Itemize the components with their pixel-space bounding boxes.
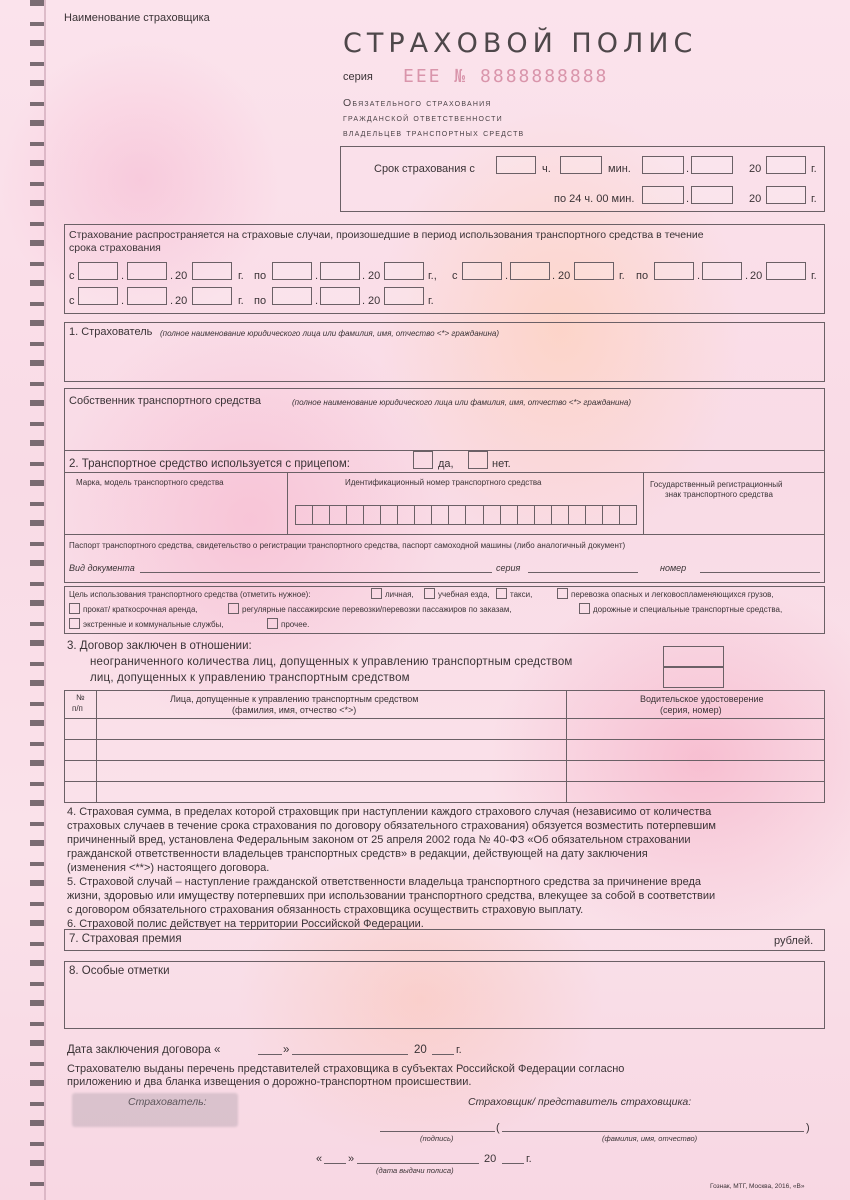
doc-number-label: номер	[660, 563, 687, 573]
clause-5-line-2: жизни, здоровью или имуществу потерпевших при использовании транспортного средства, влекущее за собой в соответствии	[67, 890, 716, 902]
purpose-other-checkbox[interactable]	[267, 618, 278, 629]
quote-close: »	[283, 1044, 290, 1056]
purpose-emergency-label: экстренные и коммунальные службы,	[83, 620, 224, 629]
doc-type-label: Вид документа	[69, 563, 135, 573]
end-year-field[interactable]	[766, 186, 806, 204]
series-label: серия	[343, 71, 373, 83]
passport-label: Паспорт транспортного средства, свидетельство о регистрации транспортного средства, паспорт самоходной машины (либо аналогичный документ)	[69, 541, 626, 550]
purpose-rental-label: прокат/ краткосрочная аренда,	[83, 605, 198, 614]
insurer-signature-field[interactable]	[380, 1131, 495, 1132]
divider	[287, 472, 288, 534]
dot: .	[121, 270, 125, 282]
coverage2-from-year[interactable]	[574, 262, 614, 280]
dot: .	[686, 163, 690, 175]
coverage3-from-year[interactable]	[192, 287, 232, 305]
divider	[566, 690, 567, 803]
contract-label: 3. Договор заключен в отношении:	[67, 640, 252, 652]
coverage2-from-month[interactable]	[510, 262, 550, 280]
year-prefix: 20	[175, 270, 188, 282]
open-paren: (	[496, 1122, 500, 1134]
issue-date-month-field[interactable]	[357, 1163, 479, 1164]
col-person-label: Лица, допущенные к управлению транспортным средством	[170, 694, 419, 704]
trailer-label: 2. Транспортное средство используется с прицепом:	[69, 458, 350, 470]
start-minute-field[interactable]	[560, 156, 602, 174]
dot: .	[686, 193, 690, 205]
purpose-passenger-checkbox[interactable]	[228, 603, 239, 614]
purpose-dangerous-checkbox[interactable]	[557, 588, 568, 599]
year-unit: г.	[811, 193, 817, 205]
policyholder-label: 1. Страхователь	[69, 326, 153, 338]
purpose-personal-label: личная,	[385, 590, 414, 599]
year-prefix: 20	[414, 1044, 427, 1056]
divider	[65, 450, 825, 451]
purpose-taxi-label: такси,	[510, 590, 533, 599]
from-label: с	[69, 270, 75, 282]
coverage1-to-year[interactable]	[384, 262, 424, 280]
dot: .	[745, 270, 749, 282]
contract-limited-checkbox[interactable]	[663, 667, 724, 688]
coverage1-to-day[interactable]	[272, 262, 312, 280]
coverage2-from-day[interactable]	[462, 262, 502, 280]
minute-unit: мин.	[608, 163, 631, 175]
close-paren: )	[806, 1122, 810, 1134]
year-unit: г.,	[428, 270, 437, 282]
table-row	[65, 781, 825, 782]
trailer-no-label: нет.	[492, 458, 511, 470]
notes-label: 8. Особые отметки	[69, 965, 170, 977]
period-to-label: по 24 ч. 00 мин.	[554, 193, 635, 205]
year-unit: г.	[811, 163, 817, 175]
dot: .	[170, 270, 174, 282]
coverage1-from-year[interactable]	[192, 262, 232, 280]
divider	[96, 690, 97, 803]
plate-label-2: знак транспортного средства	[665, 490, 773, 499]
coverage3-from-day[interactable]	[78, 287, 118, 305]
purpose-special-label: дорожные и специальные транспортные средства,	[593, 605, 783, 614]
col-num-label: №	[76, 693, 85, 702]
year-prefix: 20	[368, 295, 381, 307]
coverage-text-2: срока страхования	[69, 242, 161, 254]
start-month-field[interactable]	[691, 156, 733, 174]
issue-date-year-field[interactable]	[502, 1163, 524, 1164]
contract-limited-label: лиц, допущенных к управлению транспортным средством	[90, 672, 410, 684]
signature-hint: (подпись)	[420, 1134, 454, 1143]
clause-4-line-5: (изменения <**>) настоящего договора.	[67, 862, 270, 874]
premium-unit: рублей.	[774, 935, 814, 947]
insurer-signature-label: Страховщик/ представитель страховщика:	[468, 1096, 692, 1108]
coverage3-to-year[interactable]	[384, 287, 424, 305]
issue-date-hint: (дата выдачи полиса)	[376, 1166, 454, 1175]
year-prefix: 20	[749, 193, 762, 205]
col-num-label-2: п/п	[72, 704, 83, 713]
printer-footer: Гознак, МТГ, Москва, 2016, «В»	[710, 1183, 805, 1190]
start-day-field[interactable]	[642, 156, 684, 174]
year-unit: г.	[428, 295, 434, 307]
hour-unit: ч.	[542, 163, 551, 175]
trailer-yes-label: да,	[438, 458, 454, 470]
clause-4-line-1: 4. Страховая сумма, в пределах которой страховщик при наступлении каждого страхового случая (независимо от количества	[67, 806, 712, 818]
coverage1-to-month[interactable]	[320, 262, 360, 280]
plate-label-1: Государственный регистрационный	[650, 480, 783, 489]
coverage1-from-day[interactable]	[78, 262, 118, 280]
purpose-personal-checkbox[interactable]	[371, 588, 382, 599]
perforated-edge	[30, 0, 44, 1200]
dot: .	[315, 295, 319, 307]
policyholder-hint: (полное наименование юридического лица или фамилия, имя, отчество <*> гражданина)	[160, 329, 500, 338]
year-prefix: 20	[558, 270, 571, 282]
dot: .	[552, 270, 556, 282]
page-title: СТРАХОВОЙ ПОЛИС	[343, 28, 698, 59]
notes-block	[64, 961, 825, 1029]
coverage3-from-month[interactable]	[127, 287, 167, 305]
dot: .	[121, 295, 125, 307]
quote-open: «	[316, 1153, 323, 1165]
trailer-yes-checkbox[interactable]	[413, 451, 433, 469]
start-year-field[interactable]	[766, 156, 806, 174]
dot: .	[362, 270, 366, 282]
issued-text-1: Страхователю выданы перечень представителей страховщика в субъектах Российской Федерации согласно	[67, 1063, 625, 1075]
subtitle-line-3: владельцев транспортных средств	[343, 127, 525, 139]
purpose-special-checkbox[interactable]	[579, 603, 590, 614]
divider	[65, 718, 825, 719]
make-model-label: Марка, модель транспортного средства	[76, 478, 224, 487]
coverage-text-1: Страхование распространяется на страховые случаи, произошедшие в период использования транспортного средства в течение	[69, 229, 704, 241]
from-label: с	[69, 295, 75, 307]
coverage2-to-day[interactable]	[654, 262, 694, 280]
contract-unlimited-label: неограниченного количества лиц, допущенных к управлению транспортным средством	[90, 656, 573, 668]
vin-field[interactable]	[295, 505, 637, 525]
to-label: по	[254, 270, 267, 282]
col-license-hint: (серия, номер)	[660, 705, 722, 715]
year-prefix: 20	[749, 163, 762, 175]
purpose-dangerous-label: перевозка опасных и легковоспламеняющихся грузов,	[571, 590, 774, 599]
coverage1-from-month[interactable]	[127, 262, 167, 280]
subtitle-line-2: гражданской ответственности	[343, 112, 503, 124]
clause-4-line-4: гражданской ответственности владельцев транспортных средств» в редакции, действующей на дату заключения	[67, 848, 648, 860]
clause-4-line-3: причиненный вред, установлена Федеральным законом от 25 апреля 2002 года № 40-ФЗ «Об обязательном страховании	[67, 834, 691, 846]
start-hour-field[interactable]	[496, 156, 536, 174]
insurer-name-label: Наименование страховщика	[64, 12, 210, 24]
purpose-taxi-checkbox[interactable]	[496, 588, 507, 599]
coverage2-to-year[interactable]	[766, 262, 806, 280]
trailer-no-checkbox[interactable]	[468, 451, 488, 469]
dot: .	[505, 270, 509, 282]
doc-type-field[interactable]	[140, 572, 492, 573]
doc-series-label: серия	[496, 563, 521, 573]
clause-5-line-1: 5. Страховой случай – наступление гражданской ответственности владельца транспортного средства за причинение вреда	[67, 876, 702, 888]
issue-date-day-field[interactable]	[324, 1163, 346, 1164]
year-unit: г.	[619, 270, 625, 282]
subtitle-line-1: Обязательного страхования	[343, 97, 492, 109]
dot: .	[170, 295, 174, 307]
coverage2-to-month[interactable]	[702, 262, 742, 280]
name-hint: (фамилия, имя, отчество)	[602, 1134, 698, 1143]
purpose-emergency-checkbox[interactable]	[69, 618, 80, 629]
coverage3-to-month[interactable]	[320, 287, 360, 305]
end-month-field[interactable]	[691, 186, 733, 204]
year-unit: г.	[811, 270, 817, 282]
policyholder-signature-label: Страхователь:	[128, 1096, 207, 1108]
year-unit: г.	[526, 1153, 532, 1165]
divider	[65, 534, 825, 535]
contract-date-year-field[interactable]	[432, 1054, 454, 1055]
year-unit: г.	[456, 1044, 462, 1056]
contract-date-day-field[interactable]	[258, 1054, 282, 1055]
owner-label: Собственник транспортного средства	[69, 395, 262, 407]
issued-text-2: приложению и два бланка извещения о дорожно-транспортном происшествии.	[67, 1076, 472, 1088]
year-prefix: 20	[175, 295, 188, 307]
owner-hint: (полное наименование юридического лица или фамилия, имя, отчество <*> гражданина)	[292, 398, 632, 407]
dot: .	[315, 270, 319, 282]
purpose-other-label: прочее.	[281, 620, 310, 629]
year-unit: г.	[238, 270, 244, 282]
clause-6: 6. Страховой полис действует на территории Российской Федерации.	[67, 918, 424, 930]
redacted-area	[72, 1093, 238, 1127]
contract-date-label: Дата заключения договора «	[67, 1044, 221, 1056]
insurer-name-field[interactable]	[502, 1131, 804, 1132]
purpose-training-label: учебная езда,	[438, 590, 490, 599]
dot: .	[697, 270, 701, 282]
clause-5-line-3: с договором обязательного страхования обязанность страховщика осуществить страховую выплату.	[67, 904, 584, 916]
divider	[643, 472, 644, 534]
to-label: по	[254, 295, 267, 307]
year-prefix: 20	[484, 1153, 497, 1165]
divider	[65, 472, 825, 473]
dot: .	[362, 295, 366, 307]
table-row	[65, 760, 825, 761]
year-prefix: 20	[368, 270, 381, 282]
premium-label: 7. Страховая премия	[69, 933, 182, 945]
purpose-training-checkbox[interactable]	[424, 588, 435, 599]
from-label: с	[452, 270, 458, 282]
year-prefix: 20	[750, 270, 763, 282]
end-day-field[interactable]	[642, 186, 684, 204]
edge-line	[44, 0, 46, 1200]
contract-unlimited-checkbox[interactable]	[663, 646, 724, 667]
purpose-passenger-label: регулярные пассажирские перевозки/перевозки пассажиров по заказам,	[242, 605, 512, 614]
year-unit: г.	[238, 295, 244, 307]
series-number: ЕЕЕ № 8888888888	[403, 66, 609, 87]
purpose-label: Цель использования транспортного средства (отметить нужное):	[69, 590, 311, 599]
table-row	[65, 739, 825, 740]
col-person-hint: (фамилия, имя, отчество <*>)	[232, 705, 357, 715]
clause-4-line-2: страховых случаев в течение срока страхования по договору обязательного страхования) обязуется возместить потерпевшим	[67, 820, 716, 832]
contract-date-month-field[interactable]	[292, 1054, 408, 1055]
vin-label: Идентификационный номер транспортного средства	[345, 478, 542, 487]
col-license-label: Водительское удостоверение	[640, 694, 764, 704]
period-from-label: Срок страхования с	[374, 163, 475, 175]
doc-number-field[interactable]	[700, 572, 820, 573]
to-label: по	[636, 270, 649, 282]
purpose-rental-checkbox[interactable]	[69, 603, 80, 614]
quote-close: »	[348, 1153, 355, 1165]
coverage3-to-day[interactable]	[272, 287, 312, 305]
doc-series-field[interactable]	[528, 572, 638, 573]
